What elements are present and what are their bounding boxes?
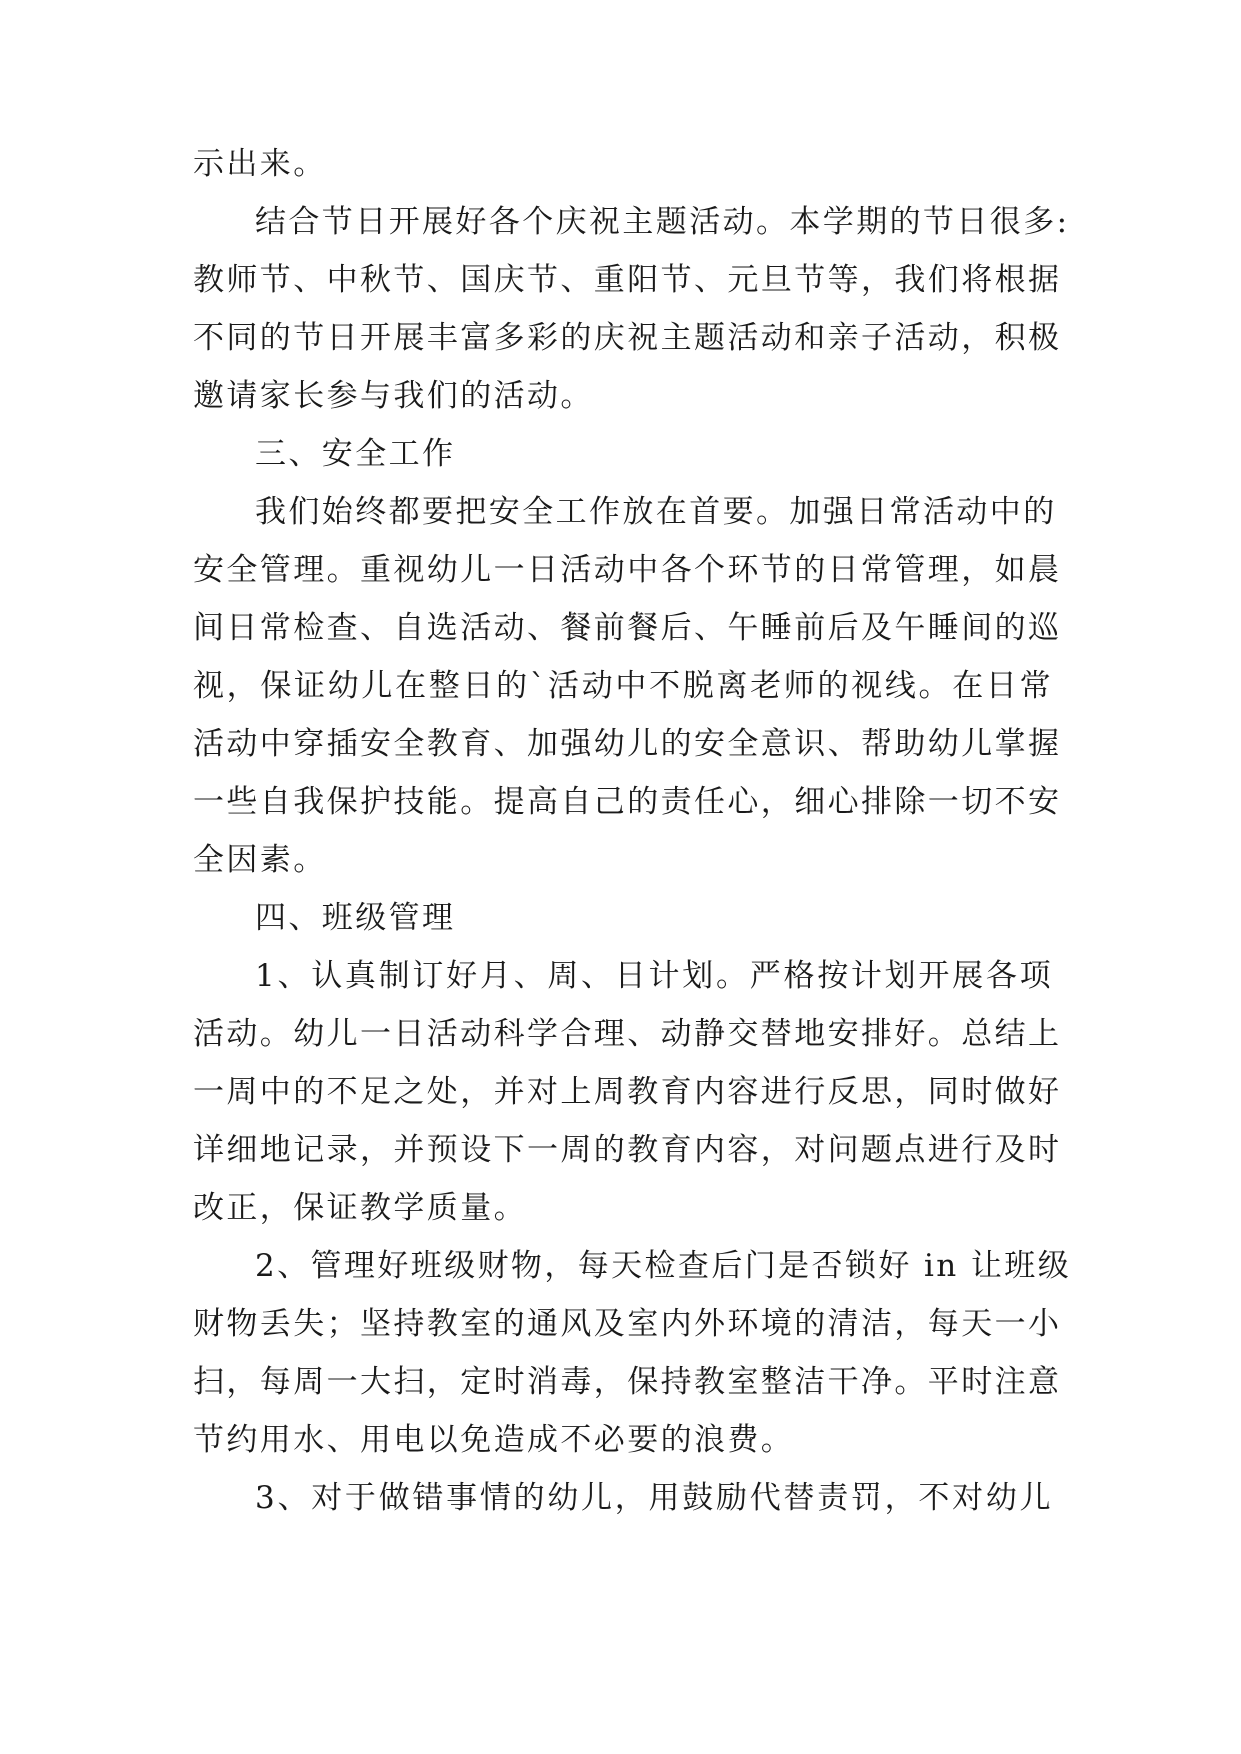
text-line: 1、认真制订好月、周、日计划。严格按计划开展各项 [255, 958, 1053, 994]
text-line: 邀请家长参与我们的活动。 [193, 378, 594, 414]
text-line: 3、对于做错事情的幼儿，用鼓励代替责罚，不对幼儿 [255, 1480, 1053, 1516]
text-line: 教师节、中秋节、国庆节、重阳节、元旦节等，我们将根据 [193, 262, 1062, 298]
text-line: 扫，每周一大扫，定时消毒，保持教室整洁干净。平时注意 [193, 1364, 1062, 1400]
text-line: 视，保证幼儿在整日的`活动中不脱离老师的视线。在日常 [193, 668, 1053, 704]
section-heading: 四、班级管理 [255, 900, 456, 936]
text-line: 活动。幼儿一日活动科学合理、动静交替地安排好。总结上 [193, 1016, 1062, 1052]
text-line: 2、管理好班级财物，每天检查后门是否锁好 in 让班级 [255, 1248, 1072, 1284]
text-line: 财物丢失；坚持教室的通风及室内外环境的清洁，每天一小 [193, 1306, 1062, 1342]
text-line: 活动中穿插安全教育、加强幼儿的安全意识、帮助幼儿掌握 [193, 726, 1062, 762]
text-line: 改正，保证教学质量。 [193, 1190, 527, 1226]
text-line: 结合节日开展好各个庆祝主题活动。本学期的节日很多: [255, 204, 1070, 240]
section-heading: 三、安全工作 [255, 436, 456, 472]
text-line: 节约用水、用电以免造成不必要的浪费。 [193, 1422, 795, 1458]
text-line: 全因素。 [193, 842, 327, 878]
text-line: 不同的节日开展丰富多彩的庆祝主题活动和亲子活动，积极 [193, 320, 1062, 356]
text-line: 示出来。 [193, 146, 327, 182]
text-line: 一周中的不足之处，并对上周教育内容进行反思，同时做好 [193, 1074, 1062, 1110]
text-line: 安全管理。重视幼儿一日活动中各个环节的日常管理，如晨 [193, 552, 1062, 588]
text-line: 间日常检查、自选活动、餐前餐后、午睡前后及午睡间的巡 [193, 610, 1062, 646]
text-line: 详细地记录，并预设下一周的教育内容，对问题点进行及时 [193, 1132, 1062, 1168]
text-line: 我们始终都要把安全工作放在首要。加强日常活动中的 [255, 494, 1057, 530]
text-line: 一些自我保护技能。提高自己的责任心，细心排除一切不安 [193, 784, 1062, 820]
